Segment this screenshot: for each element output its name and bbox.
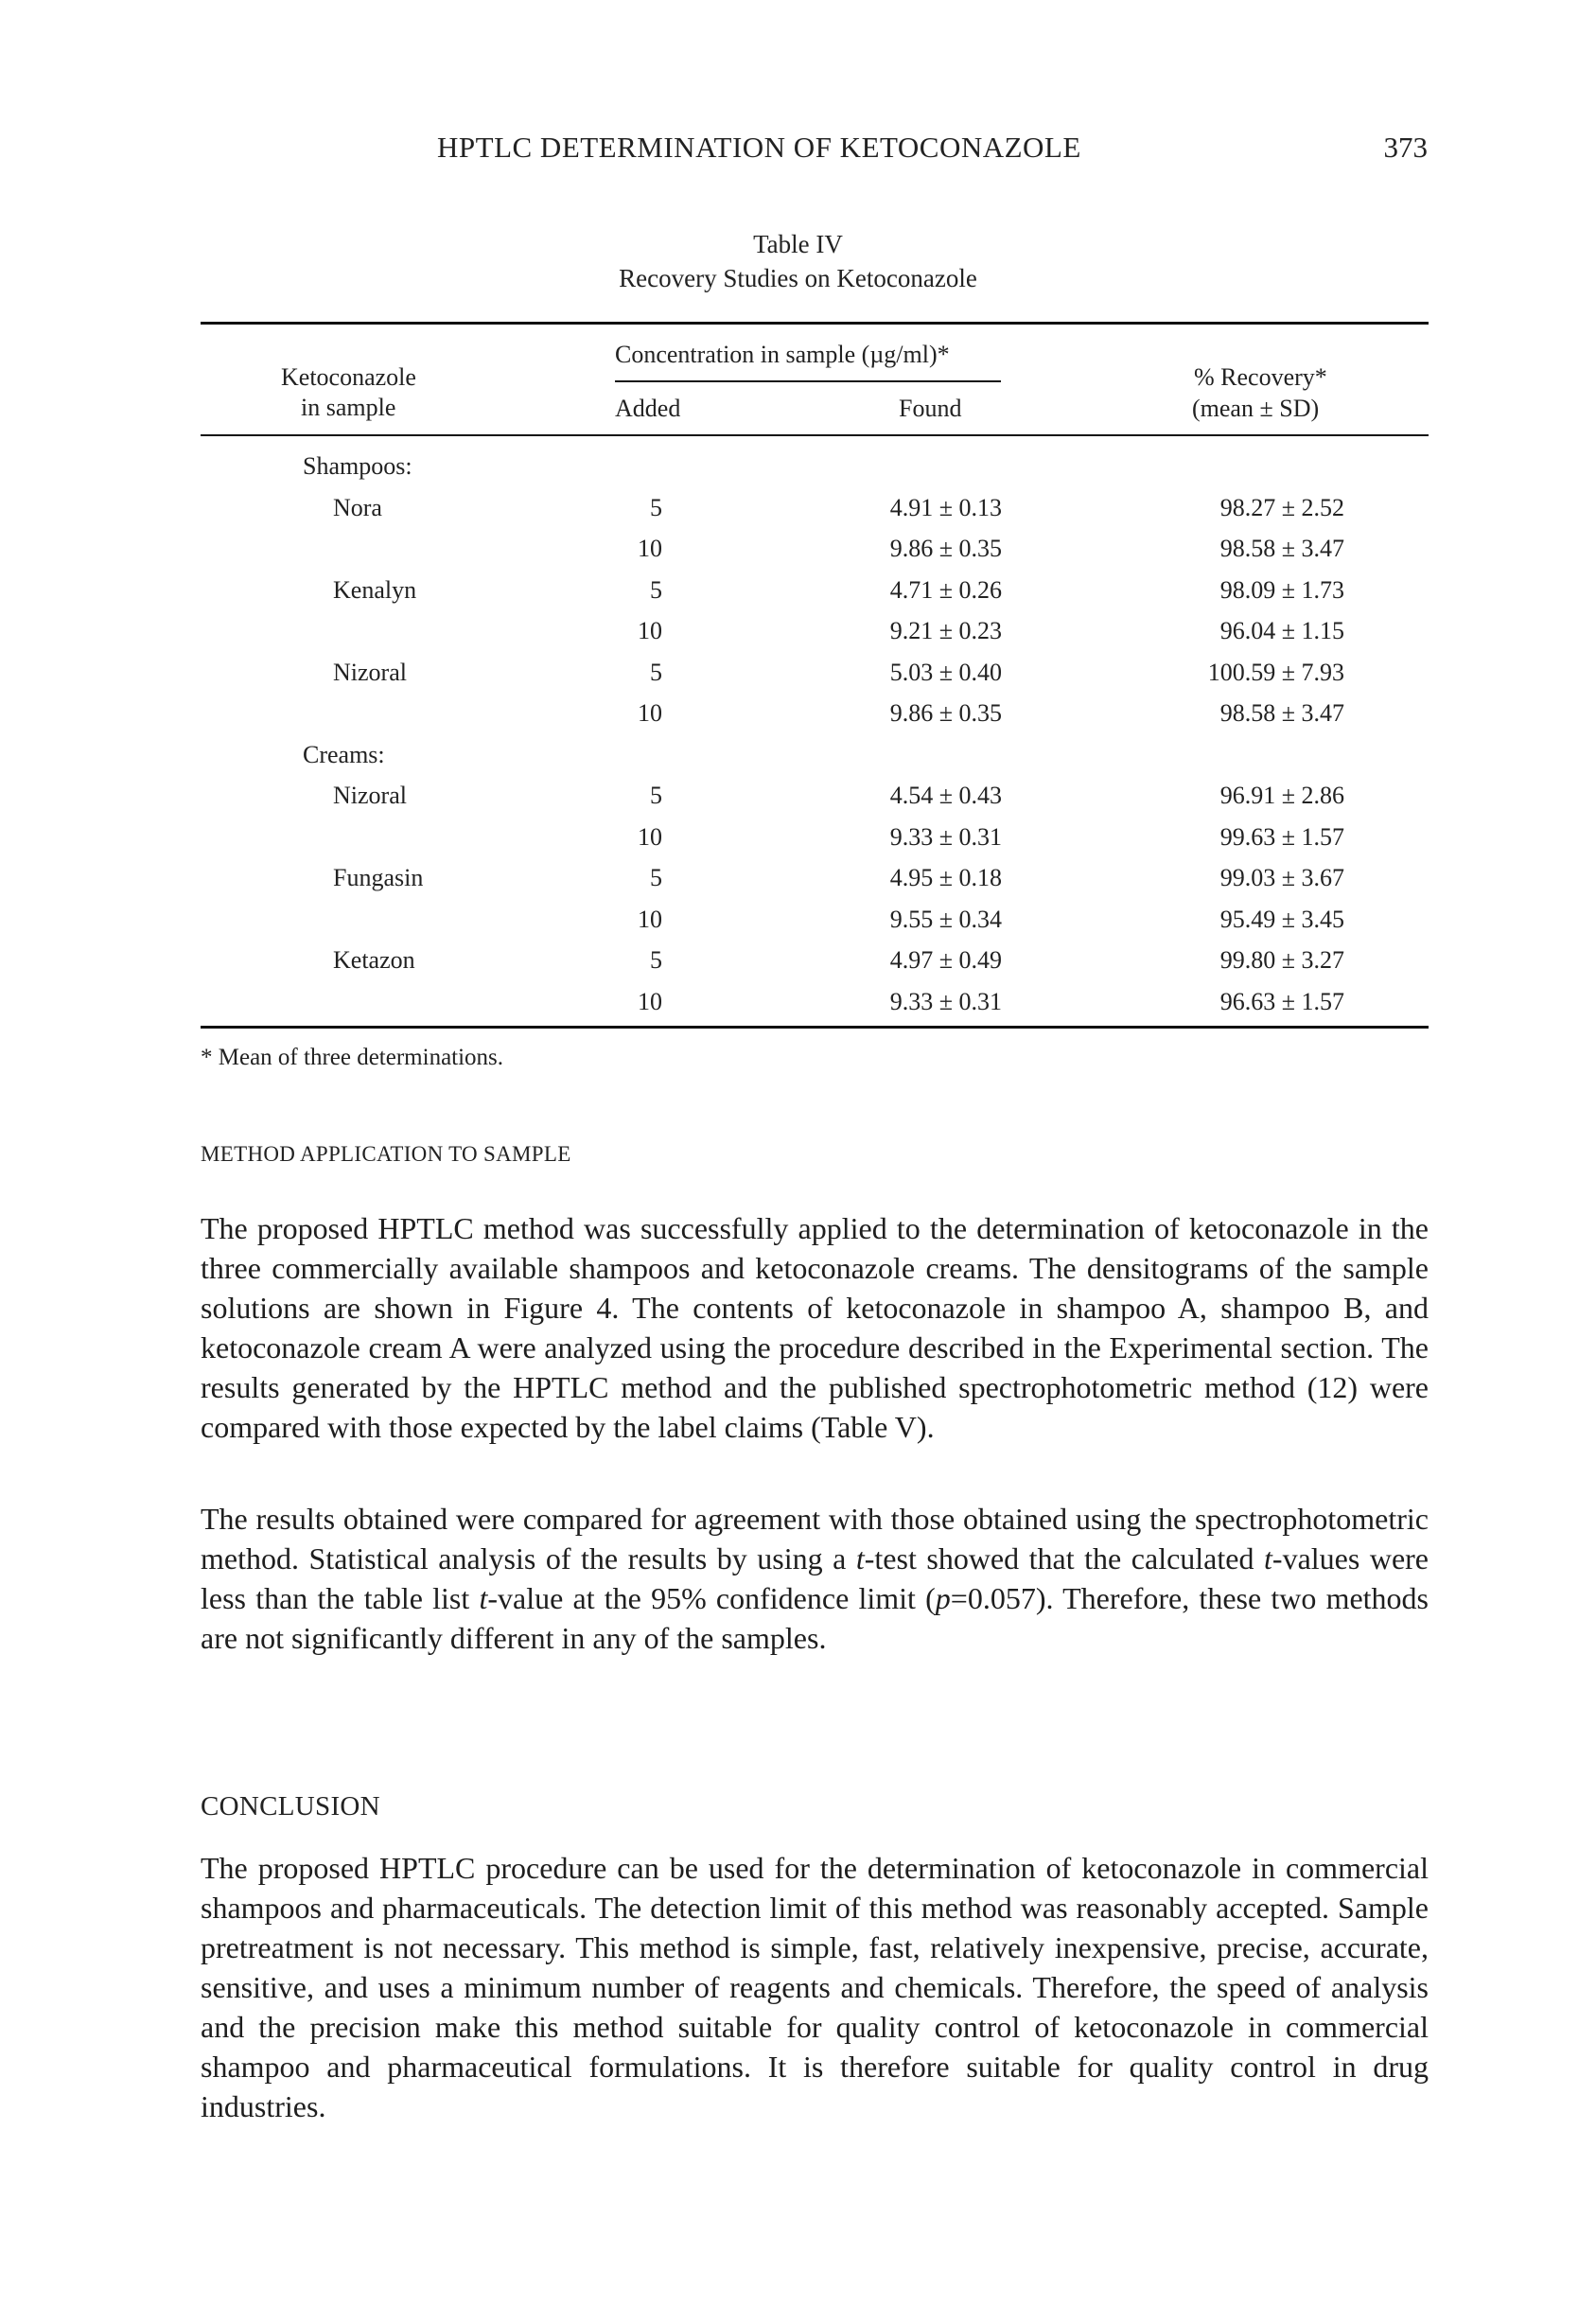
table-row [0, 906, 1596, 947]
table-group-row [0, 452, 1596, 494]
table-row [0, 576, 1596, 618]
table-group-row [0, 741, 1596, 783]
table-row [0, 864, 1596, 906]
added-value: 10 [638, 535, 662, 562]
header-recovery-line2: (mean ± SD) [1192, 395, 1320, 422]
found-value: 9.55 ± 0.34 [889, 905, 1002, 933]
sample-name: Fungasin [333, 864, 424, 891]
found-value: 4.91 ± 0.13 [889, 493, 1002, 521]
recovery-value: 98.09 ± 1.73 [1219, 575, 1344, 604]
table-row [0, 659, 1596, 700]
recovery-value: 98.58 ± 3.47 [1219, 535, 1344, 562]
header-sample-line2: in sample [301, 394, 396, 421]
found-value: 9.86 ± 0.35 [889, 699, 1002, 727]
text-run: -value at the 95% confidence limit ( [487, 1581, 936, 1615]
sample-name: Nizoral [333, 782, 407, 809]
group-label: Shampoos: [303, 452, 412, 480]
recovery-value: 98.27 ± 2.52 [1219, 493, 1344, 521]
recovery-value: 95.49 ± 3.45 [1219, 905, 1344, 933]
section-heading-method-application: METHOD APPLICATION TO SAMPLE [201, 1142, 571, 1166]
added-value: 5 [650, 658, 662, 686]
paragraph-conclusion: The proposed HPTLC procedure can be used for the determination of ketoconazole in commercial shampoos and pharmaceuticals. The detection limit of this method was reasonably accepted. Sample pretreatment is not necessary. This method is simple, fast, relatively inexpensive, precise, accurate, sensitive, and uses a minimum number of reagents and chemicals. Therefore, the speed of analysis and the precision make this method suitable for quality control of ketoconazole in commercial shampoo and pharmaceutical formulations. It is therefore suitable for quality control in drug industries. [201, 1851, 1429, 2123]
text-run: -test showed that the calculated [864, 1541, 1265, 1575]
sample-name: Ketazon [333, 946, 415, 974]
added-value: 10 [638, 905, 662, 933]
found-value: 4.97 ± 0.49 [889, 946, 1002, 974]
found-value: 9.21 ± 0.23 [889, 617, 1002, 644]
table-footnote: * Mean of three determinations. [201, 1045, 504, 1070]
header-added: Added [615, 395, 681, 422]
header-span-rule [615, 380, 1001, 382]
table-row [0, 988, 1596, 1030]
added-value: 10 [638, 822, 662, 851]
header-concentration-group: Concentration in sample (µg/ml)* [615, 341, 950, 368]
found-value: 5.03 ± 0.40 [889, 658, 1002, 686]
table-row [0, 782, 1596, 823]
recovery-value: 99.03 ± 3.67 [1219, 864, 1344, 891]
found-value: 9.33 ± 0.31 [889, 822, 1002, 851]
added-value: 10 [638, 617, 662, 644]
sample-name: Kenalyn [333, 575, 417, 604]
table-row [0, 823, 1596, 865]
header-sample-line1: Ketoconazole [281, 363, 416, 391]
added-value: 5 [650, 575, 662, 604]
added-value: 5 [650, 946, 662, 974]
italic-symbol: p [935, 1581, 951, 1615]
paragraph-method-application-2 [201, 1499, 1429, 1658]
table-body [0, 452, 1596, 1029]
added-value: 10 [638, 987, 662, 1015]
found-value: 4.54 ± 0.43 [889, 782, 1002, 809]
group-label: Creams: [303, 740, 385, 768]
added-value: 10 [638, 699, 662, 727]
found-value: 4.95 ± 0.18 [889, 864, 1002, 891]
added-value: 5 [650, 864, 662, 891]
table-caption: Recovery Studies on Ketoconazole [619, 264, 977, 292]
recovery-value: 100.59 ± 7.93 [1207, 658, 1344, 686]
italic-symbol: t [479, 1581, 488, 1615]
paragraph-method-application-1: The proposed HPTLC method was successfully applied to the determination of ketoconazole in the three commercially available shampoos and ketoconazole creams. The densitograms of the sample solutions are shown in Figure 4. The contents of ketoconazole in shampoo A, shampoo B, and ketoconazole cream A were analyzed using the procedure described in the Experimental section. The results generated by the HPTLC method and the published spectrophotometric method (12) were compared with those expected by the label claims (Table V). [201, 1211, 1429, 1444]
table-label: Table IV [753, 230, 843, 258]
recovery-value: 96.63 ± 1.57 [1219, 987, 1344, 1015]
table-row [0, 946, 1596, 988]
running-head-title: HPTLC DETERMINATION OF KETOCONAZOLE [437, 131, 1081, 164]
text-run: The results obtained were compared for agreement with those obtained using the spectrophotometric method. Statistical analysis of the results by using a [201, 1502, 1429, 1575]
page-number: 373 [1383, 131, 1428, 164]
table-row [0, 617, 1596, 659]
recovery-value: 98.58 ± 3.47 [1219, 699, 1344, 727]
added-value: 5 [650, 782, 662, 809]
sample-name: Nizoral [333, 658, 407, 686]
sample-name: Nora [333, 493, 382, 521]
table-top-rule [201, 322, 1429, 325]
section-heading-conclusion: CONCLUSION [201, 1791, 380, 1822]
table-bottom-rule [201, 1026, 1429, 1029]
found-value: 9.86 ± 0.35 [889, 535, 1002, 562]
found-value: 9.33 ± 0.31 [889, 987, 1002, 1015]
added-value: 5 [650, 493, 662, 521]
table-row [0, 535, 1596, 576]
table-header-rule [201, 434, 1429, 436]
text-run: -values were less than the table list [201, 1541, 1429, 1615]
header-found: Found [899, 395, 962, 422]
italic-symbol: t [855, 1541, 865, 1575]
table-row [0, 699, 1596, 741]
found-value: 4.71 ± 0.26 [889, 575, 1002, 604]
italic-symbol: t [1264, 1541, 1272, 1575]
text-run: =0.057). Therefore, these two methods are not significantly different in any of the samples. [201, 1581, 1429, 1655]
recovery-value: 99.63 ± 1.57 [1219, 822, 1344, 851]
recovery-value: 96.04 ± 1.15 [1219, 617, 1344, 644]
table-row [0, 494, 1596, 536]
header-recovery-line1: % Recovery* [1194, 363, 1327, 391]
recovery-value: 96.91 ± 2.86 [1219, 782, 1344, 809]
recovery-value: 99.80 ± 3.27 [1219, 946, 1344, 974]
